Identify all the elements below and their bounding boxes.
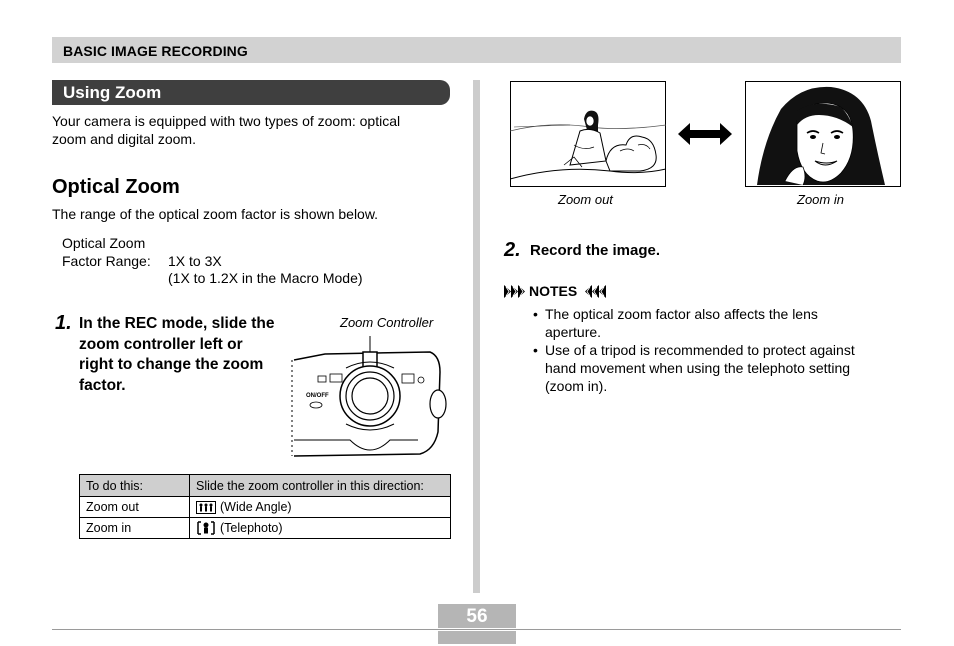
table-row bbox=[80, 518, 451, 539]
section-title: BASIC IMAGE RECORDING bbox=[63, 43, 248, 59]
step2-number: 2. bbox=[504, 239, 521, 261]
zoom-out-caption: Zoom out bbox=[558, 192, 613, 207]
note-line: hand movement when using the telephoto setting bbox=[545, 360, 851, 376]
note-line: (zoom in). bbox=[545, 378, 608, 394]
notes-title: NOTES bbox=[529, 283, 578, 299]
camera-onoff-label: ON/OFF bbox=[306, 393, 329, 399]
subsection-title: Using Zoom bbox=[63, 83, 162, 102]
step1-line: In the REC mode, slide the bbox=[79, 315, 275, 332]
wide-angle-icon bbox=[196, 501, 216, 514]
intro-line: zoom and digital zoom. bbox=[52, 130, 196, 147]
note-line: aperture. bbox=[545, 324, 602, 340]
notes-list bbox=[533, 305, 903, 395]
zoom-in-caption: Zoom in bbox=[797, 192, 844, 207]
step1-line: zoom controller left or bbox=[79, 335, 243, 353]
zoom-direction-table bbox=[79, 474, 451, 539]
camera-illustration bbox=[290, 332, 455, 462]
optical-zoom-description: The range of the optical zoom factor is shown below. bbox=[52, 206, 379, 222]
table-row bbox=[80, 497, 451, 518]
table-cell-direction bbox=[190, 497, 451, 518]
page-number-tab bbox=[438, 604, 516, 644]
note-line: Use of a tripod is recommended to protect against bbox=[545, 342, 855, 358]
step2-instruction: Record the image. bbox=[530, 242, 661, 259]
notes-left-icon bbox=[504, 285, 526, 298]
zoom-in-photo bbox=[745, 81, 901, 187]
table-cell-direction bbox=[190, 518, 451, 539]
range-label-line2: Factor Range: bbox=[62, 253, 151, 269]
zoom-out-photo bbox=[510, 81, 666, 187]
direction-label: (Telephoto) bbox=[220, 520, 283, 535]
step1-line: factor. bbox=[79, 376, 126, 394]
table-header-row bbox=[80, 475, 451, 497]
range-label-line1: Optical Zoom bbox=[62, 235, 146, 251]
intro-paragraph bbox=[52, 113, 400, 148]
step1-number: 1. bbox=[55, 312, 72, 334]
page-number: 56 bbox=[466, 606, 488, 627]
range-value-line2: (1X to 1.2X in the Macro Mode) bbox=[168, 270, 363, 286]
notes-right-icon bbox=[585, 285, 607, 298]
table-cell-action: Zoom in bbox=[80, 518, 190, 539]
bullet: • bbox=[533, 342, 538, 358]
step1-instruction bbox=[79, 314, 275, 396]
double-arrow-icon bbox=[678, 123, 732, 145]
intro-line: Your camera is equipped with two types of zoom: optical bbox=[52, 113, 401, 129]
list-item bbox=[533, 305, 903, 341]
section-header-bar bbox=[52, 37, 901, 63]
telephoto-icon bbox=[196, 521, 216, 535]
step1-line: right to change the zoom bbox=[79, 356, 264, 373]
table-header-cell: To do this: bbox=[80, 475, 190, 497]
table-header-cell: Slide the zoom controller in this direction: bbox=[190, 475, 451, 497]
range-value-line1: 1X to 3X bbox=[168, 253, 222, 269]
note-line: The optical zoom factor also affects the lens bbox=[545, 306, 818, 322]
optical-zoom-heading: Optical Zoom bbox=[52, 176, 180, 198]
subsection-header bbox=[52, 80, 450, 105]
zoom-controller-caption: Zoom Controller bbox=[340, 315, 434, 330]
list-item bbox=[533, 341, 903, 395]
column-divider bbox=[473, 80, 480, 593]
bullet: • bbox=[533, 306, 538, 322]
table-cell-action: Zoom out bbox=[80, 497, 190, 518]
direction-label: (Wide Angle) bbox=[220, 499, 292, 514]
